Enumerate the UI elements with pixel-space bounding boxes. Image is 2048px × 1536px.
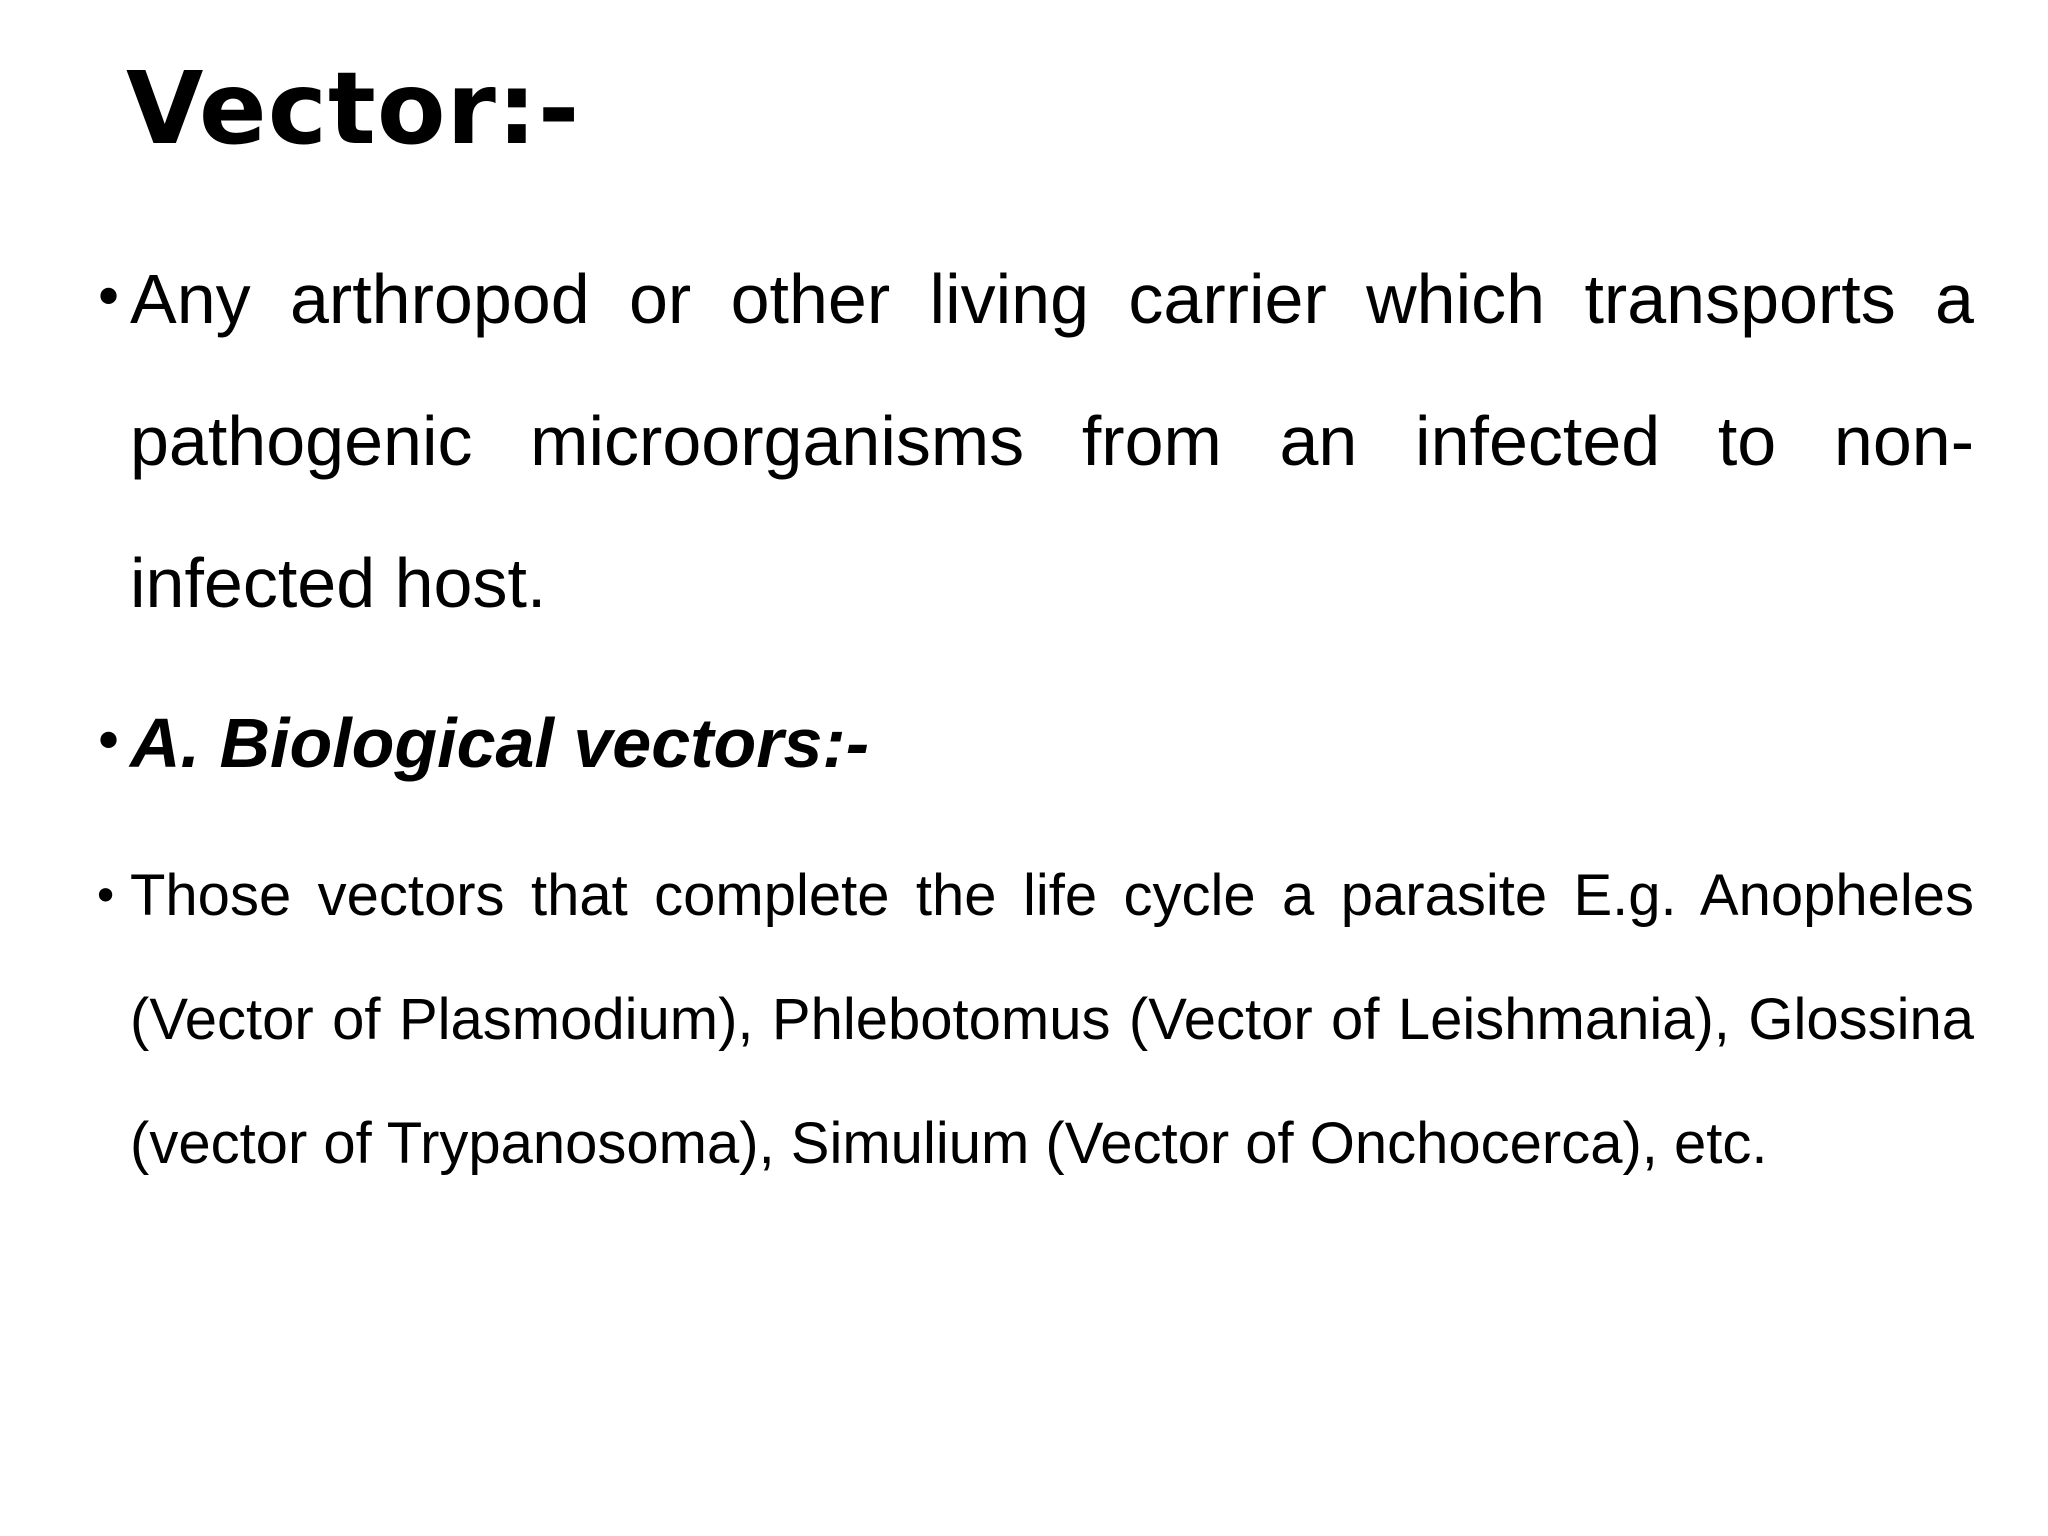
bullet-text: A. Biological vectors:-: [130, 704, 870, 782]
bullet-definition: [92, 228, 1974, 654]
bullet-text: Any arthropod or other living carrier which transports a pathogenic microorganisms from an infected to non-infected host.: [130, 260, 1974, 622]
bullet-text: Those vectors that complete the life cycle a parasite E.g. Anopheles (Vector of Plasmodium), Phlebotomus (Vector of Leishmania), Glossina (vector of Trypanosoma), Simulium (Vector of Onchocerca), etc.: [130, 863, 1974, 1176]
bullet-marker: •: [92, 710, 126, 775]
bullet-marker: •: [92, 266, 126, 331]
slide-title: Vector:-: [126, 50, 581, 167]
bullet-marker: •: [92, 869, 120, 923]
bullet-biological-vectors-examples: [92, 834, 1974, 1206]
bullet-biological-vectors-heading: [92, 672, 1974, 814]
